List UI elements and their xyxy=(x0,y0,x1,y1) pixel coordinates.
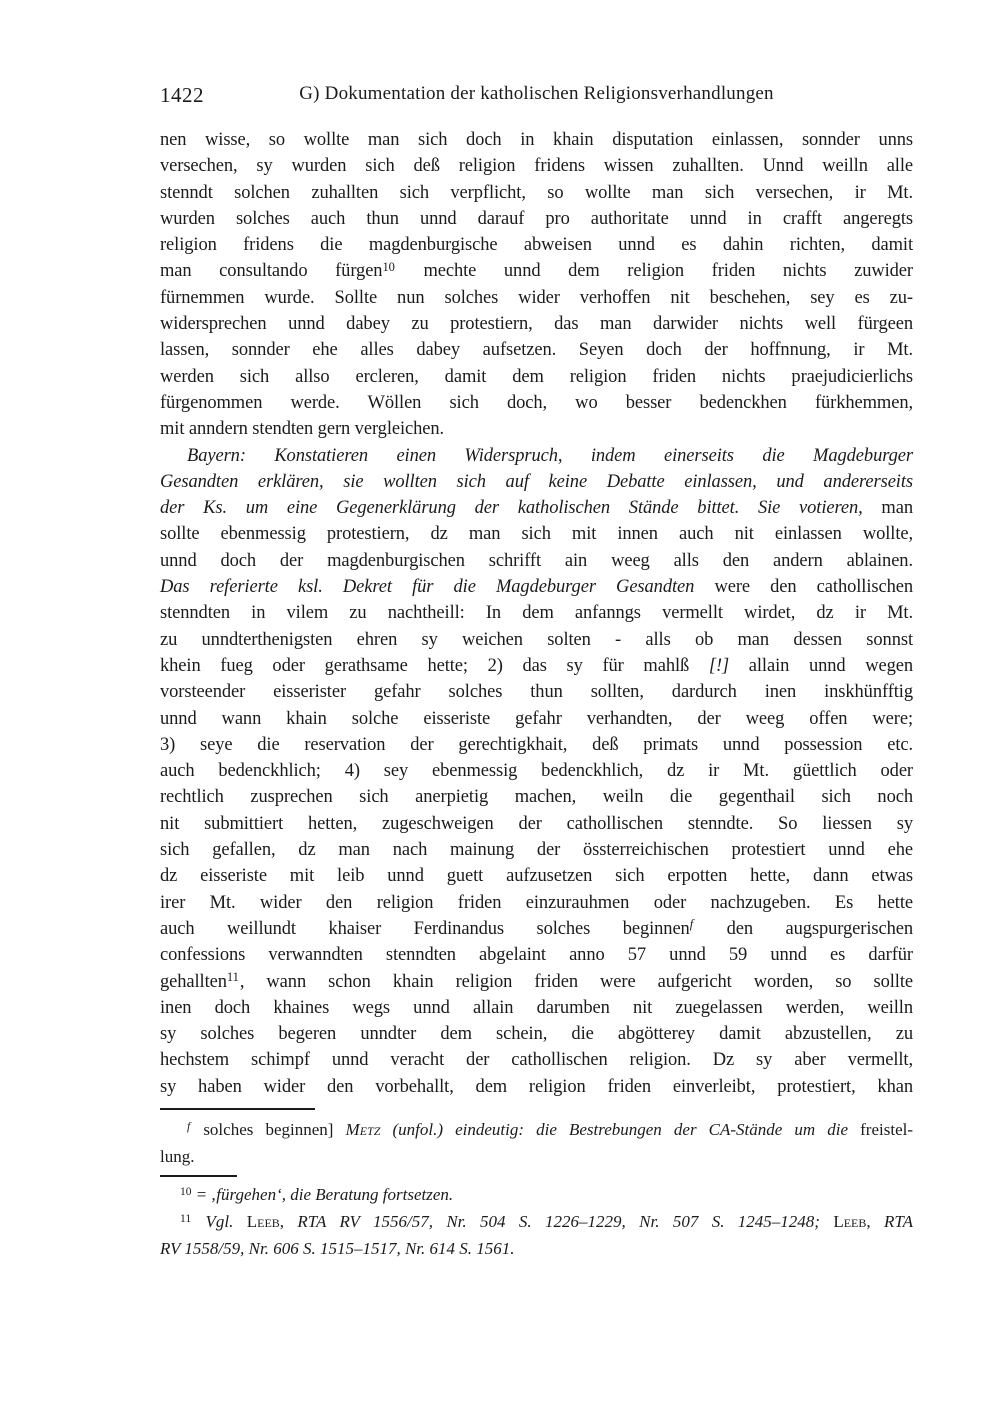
text-segment: Leeb, xyxy=(833,1211,871,1231)
body-text-line xyxy=(160,732,913,758)
body-text-line xyxy=(160,416,913,442)
text-segment: sich gefallen, dz man nach mainung der össterreichischen protestiert unnd ehe xyxy=(160,840,913,861)
apparatus-line xyxy=(160,1144,913,1171)
text-segment: RV 1558/59, Nr. 606 S. 1515–1517, Nr. 614 S. 1561. xyxy=(160,1238,515,1258)
body-text-line xyxy=(160,863,913,889)
text-segment: stenndten in vilem zu nachtheill: In dem anfanngs vermellt wirdet, dz ir Mt. xyxy=(160,603,913,624)
text-segment: Gesandten erklären, sie wollten sich auf keine Debatte einlassen, und andererseits xyxy=(160,471,913,492)
text-segment: freistel- xyxy=(860,1120,913,1139)
text-segment: hechstem schimpf unnd veracht der cathollischen religion. Dz sy aber vermellt, xyxy=(160,1050,913,1071)
apparatus-separator-rule xyxy=(160,1108,315,1110)
text-segment: 11 xyxy=(226,969,239,984)
text-segment: 10 xyxy=(382,259,395,274)
footnote-line xyxy=(160,1182,913,1209)
text-segment: 10 xyxy=(180,1184,192,1198)
body-text-line xyxy=(160,285,913,311)
body-text-line xyxy=(160,679,913,705)
body-text-line xyxy=(160,364,913,390)
text-segment: sy solches begeren unndter dem schein, die abgötterey damit abzustellen, zu xyxy=(160,1024,913,1045)
text-segment: 3) seye die reservation der gerechtigkhait, deß primats unnd possession etc. xyxy=(160,734,913,755)
body-text-line xyxy=(160,390,913,416)
text-segment: were den cathollischen xyxy=(694,577,913,598)
body-text-line xyxy=(160,784,913,810)
text-segment: ‚fürgehen‘, die Beratung fortsetzen. xyxy=(210,1185,454,1204)
text-segment: , wann schon khain religion friden were aufgericht worden, so sollte xyxy=(239,971,913,992)
text-segment: man consultando fürgen xyxy=(160,261,383,282)
body-text-line xyxy=(160,916,913,942)
text-segment: Vgl. xyxy=(192,1211,247,1231)
body-text-line xyxy=(160,337,913,363)
text-segment: (unfol.) eindeutig: die Bestrebungen der CA-Stände um die xyxy=(380,1120,861,1139)
body-text-line xyxy=(160,495,913,521)
body-text-line xyxy=(160,653,913,679)
body-text-line xyxy=(160,706,913,732)
text-segment: sy haben wider den vorbehallt, dem religion friden einverleibt, protestiert, khan xyxy=(160,1076,913,1097)
text-segment: lung. xyxy=(160,1146,195,1166)
text-segment: solches beginnen] xyxy=(191,1120,346,1139)
text-segment: Das referierte ksl. Dekret für die Magdeburger Gesandten xyxy=(160,577,695,598)
body-text-line xyxy=(160,1047,913,1073)
text-segment: rechtlich zusprechen sich anerpietig machen, weiln die gegenthail sich noch xyxy=(160,787,913,808)
text-segment: fürnemmen wurde. Sollte nun solches wider verhoffen nit beschehen, sey es zu- xyxy=(160,287,913,308)
body-text-line xyxy=(160,942,913,968)
text-segment: unnd doch der magdenburgischen schrifft ain weeg alls den andern ablainen. xyxy=(160,550,913,571)
text-segment: widersprechen unnd dabey zu protestiern, das man darwider nichts well fürgeen xyxy=(160,314,913,335)
body-text-line xyxy=(160,232,913,258)
text-segment: khein fueg oder gerathsame hette; 2) das sy für mahlß xyxy=(160,655,709,676)
running-title: G) Dokumentation der katholischen Religionsverhandlungen xyxy=(299,83,774,104)
text-segment: irer Mt. wider den religion friden einzurauhmen oder nachzugeben. Es hette xyxy=(160,892,913,913)
body-text-line xyxy=(160,890,913,916)
text-segment: fürgenommen werde. Wöllen sich doch, wo besser bedenckhen fürkhemmen, xyxy=(160,392,913,413)
footnote-separator-rule xyxy=(160,1175,237,1177)
body-text-line xyxy=(160,443,913,469)
text-segment: stenndt solchen zuhallten sich verpflicht, so wollte man sich versechen, ir Mt. xyxy=(160,182,913,203)
text-segment: sollte ebenmessig protestiern, dz man sich mit innen auch nit einlassen wollte, xyxy=(160,524,913,545)
text-segment: RTA RV 1556/57, Nr. 504 S. 1226–1229, Nr. 507 S. 1245–1248; xyxy=(284,1211,834,1231)
body-text-line xyxy=(160,600,913,626)
body-text-line xyxy=(160,153,913,179)
text-segment: allain unnd wegen xyxy=(729,655,914,676)
body-text-line xyxy=(160,206,913,232)
text-segment: dz eisseriste mit leib unnd guett aufzusetzen sich erpotten hette, dann etwas xyxy=(160,866,913,887)
text-segment: Bayern: Konstatieren einen Widerspruch, indem einerseits die Magdeburger xyxy=(187,445,913,466)
text-segment: vorsteender eisserister gefahr solches thun sollten, dardurch inen inskhünfftig xyxy=(160,682,913,703)
text-segment: wurden solches auch thun unnd darauf pro authoritate unnd in crafft angeregts xyxy=(160,208,913,229)
text-segment: nit submittiert hetten, zugeschweigen der cathollischen stenndte. So liessen sy xyxy=(160,813,913,834)
text-segment: confessions verwanndten stenndten abgelaint anno 57 unnd 59 unnd es darfür xyxy=(160,945,913,966)
body-text-line xyxy=(160,995,913,1021)
text-segment: f xyxy=(187,1119,191,1133)
body-text-line xyxy=(160,1021,913,1047)
text-segment: mechte unnd dem religion friden nichts zuwider xyxy=(395,261,913,282)
main-text xyxy=(160,127,913,1100)
text-segment: Metz xyxy=(345,1120,381,1139)
text-segment: der Ks. um eine Gegenerklärung der katholischen Stände bittet. Sie votieren, xyxy=(160,498,863,519)
footnote-line xyxy=(160,1209,913,1236)
text-segment: lassen, sonnder ehe alles dabey aufsetzen. Seyen doch der hoffnnung, ir Mt. xyxy=(160,340,913,361)
text-segment: man xyxy=(862,498,913,519)
text-segment: f xyxy=(689,917,694,932)
text-segment: mit anndern stendten gern vergleichen. xyxy=(160,419,445,440)
text-segment: zu unndterthenigsten ehren sy weichen solten - alls ob man dessen sonnst xyxy=(160,629,913,650)
body-text-line xyxy=(160,969,913,995)
text-segment: den augspurgerischen xyxy=(694,918,913,939)
running-header xyxy=(160,83,913,109)
page-number: 1422 xyxy=(160,83,204,107)
body-text-line xyxy=(160,127,913,153)
text-segment: = xyxy=(192,1185,211,1204)
body-text-line xyxy=(160,311,913,337)
text-segment: gehallten xyxy=(160,971,227,992)
footnote-line xyxy=(160,1236,913,1263)
text-segment: unnd wann khain solche eisseriste gefahr verhandten, der weeg offen were; xyxy=(160,708,913,729)
text-segment: auch weillundt khaiser Ferdinandus solches beginnen xyxy=(160,918,690,939)
text-segment: 11 xyxy=(180,1211,192,1225)
body-text-line xyxy=(160,548,913,574)
body-text-line xyxy=(160,574,913,600)
text-segment: religion fridens die magdenburgische abweisen unnd es dahin richten, damit xyxy=(160,235,913,256)
footnotes xyxy=(160,1182,913,1262)
body-text-line xyxy=(160,521,913,547)
body-text-line xyxy=(160,1074,913,1100)
body-text-line xyxy=(160,258,913,284)
text-segment: auch bedenckhlich; 4) sey ebenmessig bedenckhlich, dz ir Mt. güettlich oder xyxy=(160,761,913,782)
critical-apparatus xyxy=(160,1117,913,1170)
body-text-line xyxy=(160,837,913,863)
text-segment: nen wisse, so wollte man sich doch in khain disputation einlassen, sonnder unns xyxy=(160,130,913,150)
text-segment: [!] xyxy=(708,655,730,676)
body-text-line xyxy=(160,758,913,784)
apparatus-line xyxy=(160,1117,913,1144)
body-text-line xyxy=(160,811,913,837)
text-segment: RTA xyxy=(870,1211,913,1231)
body-text-line xyxy=(160,627,913,653)
text-segment: versechen, sy wurden sich deß religion fridens wissen zuhallten. Unnd weilln alle xyxy=(160,156,913,177)
text-segment: werden sich allso ercleren, damit dem religion friden nichts praejudicierlichs xyxy=(160,366,913,387)
text-segment: Leeb, xyxy=(246,1211,285,1231)
body-text-line xyxy=(160,180,913,206)
body-text-line xyxy=(160,469,913,495)
text-segment: inen doch khaines wegs unnd allain darumben nit zuegelassen werden, weilln xyxy=(160,997,913,1018)
